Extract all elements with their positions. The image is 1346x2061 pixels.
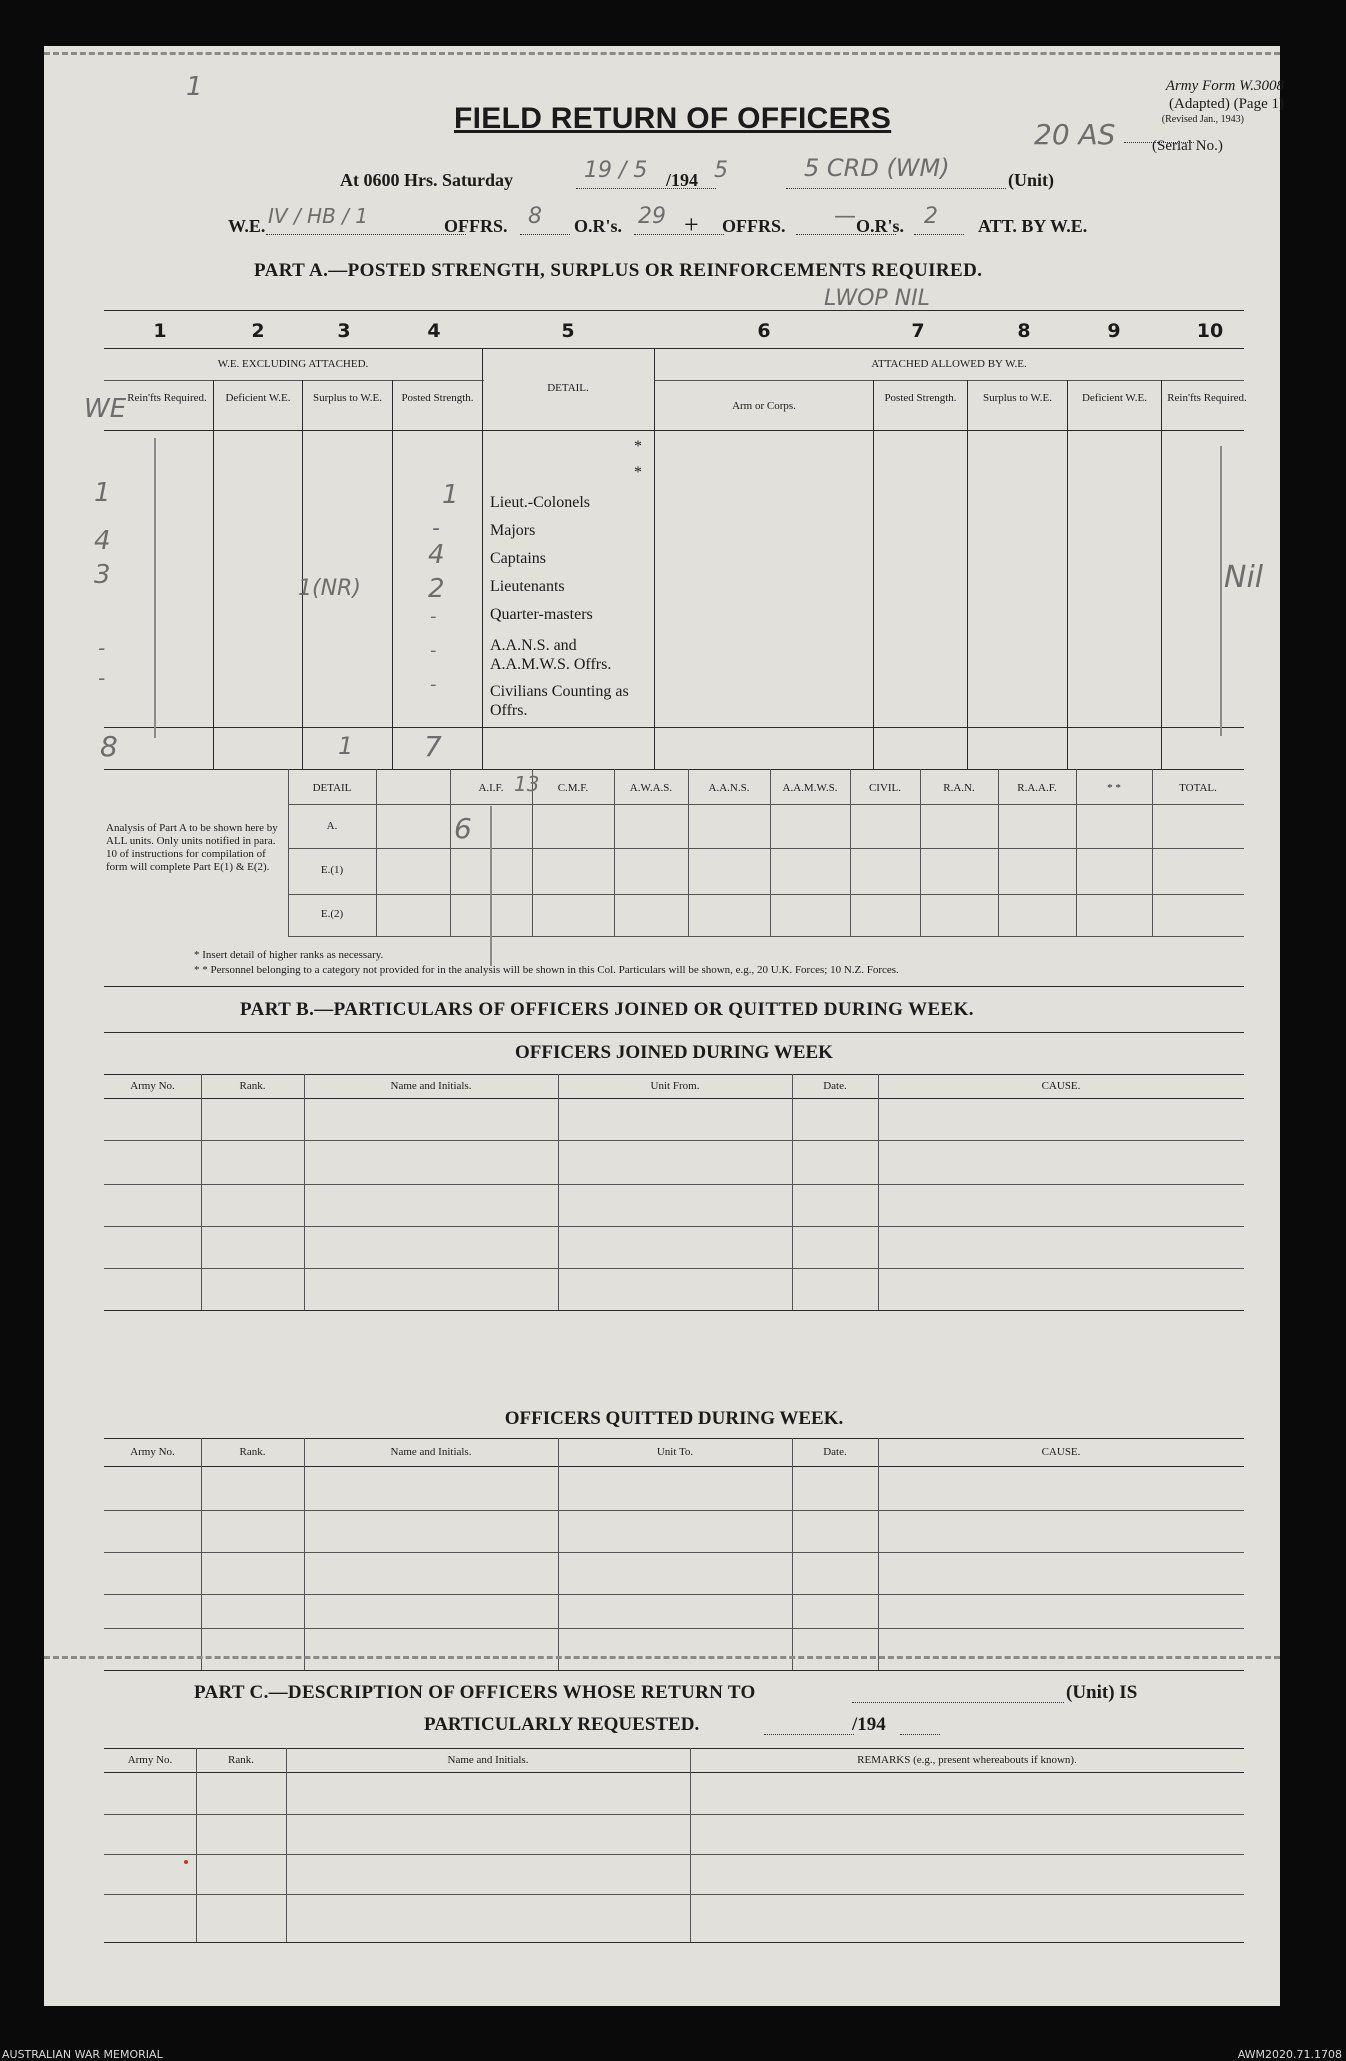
att-label: ATT. BY W.E. (978, 216, 1088, 236)
rule (104, 1594, 1244, 1595)
rule (558, 1438, 559, 1670)
rule (104, 1226, 1244, 1227)
col10-hand: Nil (1224, 560, 1264, 595)
rule (104, 1552, 1244, 1553)
joined-header: Name and Initials. (390, 1080, 472, 1092)
lwop-hand: LWOP NIL (824, 286, 930, 311)
a-hand: 6 (454, 812, 472, 845)
col-number: 5 (561, 320, 575, 342)
rule (104, 1098, 1244, 1099)
analysis-row-label: A. (326, 820, 338, 832)
rule (286, 1748, 287, 1942)
offrs-hand: 8 (528, 204, 542, 229)
unit-hand: 5 CRD (WM) (804, 154, 950, 182)
rule (873, 380, 874, 769)
total-col1: 8 (100, 730, 118, 763)
col-header: Deficient W.E. (225, 392, 291, 404)
analysis-header: * * (1107, 782, 1121, 794)
rule (104, 1510, 1244, 1511)
col-number: 1 (153, 320, 167, 342)
rule (558, 1074, 559, 1310)
we-hand: IV / HB / 1 (268, 204, 368, 228)
ors2-hand: 2 (924, 204, 938, 229)
red-mark (184, 1860, 188, 1864)
part-c-unit-label: (Unit) IS (1066, 1682, 1138, 1703)
rule (104, 1140, 1244, 1141)
rule (104, 1310, 1244, 1311)
ors2-dots (914, 234, 964, 235)
analysis-header: CIVIL. (868, 782, 902, 794)
analysis-header: A.A.M.W.S. (782, 782, 838, 794)
rule (376, 769, 377, 936)
col-number: 9 (1107, 320, 1121, 342)
rule (104, 348, 1244, 349)
rule (104, 1894, 1244, 1895)
rule (104, 1942, 1244, 1943)
col-number: 8 (1017, 320, 1031, 342)
rule (104, 430, 1244, 431)
unit-label: (Unit) (1008, 170, 1054, 190)
col-header: Surplus to W.E. (312, 392, 383, 404)
rule (288, 936, 1244, 937)
rule (482, 348, 483, 769)
part-c-header: Army No. (127, 1754, 173, 1766)
footer-right: AWM2020.71.1708 (1237, 2048, 1342, 2061)
perforation-middle (44, 1656, 1280, 1659)
rule (104, 380, 484, 381)
footnote-1: * Insert detail of higher ranks as necessary. (194, 949, 384, 961)
quitted-header: Rank. (239, 1446, 266, 1458)
analysis-header: R.A.A.F. (1017, 782, 1057, 794)
corner-mark: 1 (186, 72, 203, 102)
total-col3: 1 (338, 732, 354, 760)
date-hand: 19 / 5 (584, 158, 648, 183)
ors-hand: 29 (638, 204, 666, 229)
rule (104, 310, 1244, 311)
serial-label: (Serial No.) (1152, 138, 1223, 154)
part-b-title: PART B.—PARTICULARS OF OFFICERS JOINED OR QUITTED DURING WEEK. (240, 999, 974, 1020)
rank-label: Majors (490, 522, 536, 539)
rule (288, 848, 1244, 849)
rule (654, 380, 1244, 381)
offrs2-label: OFFRS. (722, 216, 786, 236)
joined-header: Rank. (239, 1080, 266, 1092)
rank-label: Lieutenants (490, 578, 565, 595)
at-label: At 0600 Hrs. Saturday (340, 170, 514, 190)
rule (1067, 380, 1068, 769)
serial-hand: 20 AS (1034, 118, 1116, 151)
unit-dots (786, 188, 1006, 189)
we-margin-hand: WE (84, 394, 127, 424)
part-c-title: PART C.—DESCRIPTION OF OFFICERS WHOSE RETURN TO (194, 1682, 756, 1703)
part-c-year-dots (900, 1734, 940, 1735)
ors-dots (634, 234, 724, 235)
aif-pencil-stroke (490, 806, 492, 966)
footer-left: AUSTRALIAN WAR MEMORIAL (2, 2048, 163, 2061)
part-c-unit-dots (852, 1702, 1064, 1703)
analysis-header: R.A.N. (943, 782, 975, 794)
col4-hand: 4 (428, 540, 445, 570)
col-header: Surplus to W.E. (982, 392, 1053, 404)
col-number: 2 (251, 320, 265, 342)
col-number: 10 (1196, 320, 1224, 342)
rule (690, 1748, 691, 1942)
col-header: Rein'fts Required. (1167, 392, 1247, 404)
analysis-header: C.M.F. (557, 782, 589, 794)
col10-pencil-stroke (1220, 446, 1222, 736)
form-revised: (Revised Jan., 1943) (1161, 114, 1244, 125)
part-c-year: /194 (852, 1714, 886, 1735)
rule (104, 1184, 1244, 1185)
we-label: W.E. (228, 216, 266, 236)
offrs-dots (520, 234, 570, 235)
rule (104, 986, 1244, 987)
group-header-detail: DETAIL. (547, 382, 589, 394)
joined-header: Army No. (130, 1080, 175, 1092)
col-number: 6 (757, 320, 771, 342)
rank-star: * (634, 464, 642, 481)
rule (104, 1628, 1244, 1629)
rule (792, 1438, 793, 1670)
col4-hand: - (432, 516, 440, 541)
rule (104, 1748, 1244, 1749)
quitted-header: Date. (823, 1446, 847, 1458)
quitted-title: OFFICERS QUITTED DURING WEEK. (504, 1408, 844, 1429)
rule (213, 380, 214, 769)
analysis-header: A.I.F. (478, 782, 504, 794)
part-c-requested: PARTICULARLY REQUESTED. (424, 1714, 700, 1735)
rule (104, 769, 1244, 770)
rule (878, 1438, 879, 1670)
joined-header: CAUSE. (1041, 1080, 1081, 1092)
col4-hand: 1 (442, 480, 459, 510)
rule (104, 1670, 1244, 1671)
col1-hand: 1 (94, 478, 111, 508)
form-title: FIELD RETURN OF OFFICERS (454, 102, 892, 135)
form-adapted: (Adapted) (Page 1) (1169, 96, 1284, 112)
offrs2-hand: — (834, 204, 856, 229)
rule (104, 1772, 1244, 1773)
col3-hand: 1(NR) (298, 576, 361, 601)
analysis-note: Analysis of Part A to be shown here by ALL units. Only units notified in para. 10 of instructions for compilation of form will complete Part E(1) & E(2). (106, 822, 278, 873)
col-number: 4 (427, 320, 441, 342)
rank-label: A.A.N.S. and A.A.M.W.S. Offrs. (490, 637, 612, 673)
form-sheet (44, 46, 1284, 2006)
rank-label: Civilians Counting as Offrs. (490, 683, 629, 719)
analysis-header: TOTAL. (1179, 782, 1217, 794)
col4-hand: - (430, 606, 437, 627)
quitted-header: Army No. (130, 1446, 175, 1458)
footnote-2: * * Personnel belonging to a category not provided for in the analysis will be shown in this Col. Particulars will be shown, e.g., 20 U.K. Forces; 10 N.Z. Forces. (194, 964, 899, 976)
part-c-header: REMARKS (e.g., present whereabouts if known). (857, 1754, 1077, 1766)
col-number: 3 (337, 320, 351, 342)
col-header: Deficient W.E. (1081, 392, 1148, 404)
form-number: Army Form W.3008 (1165, 78, 1284, 94)
total-col4: 7 (424, 730, 442, 763)
col1-hand: - (98, 666, 106, 690)
rule (104, 1074, 1244, 1075)
rule (201, 1438, 202, 1670)
we-dots (266, 234, 466, 235)
col4-hand: - (430, 640, 437, 661)
part-c-date-dots (764, 1734, 854, 1735)
rule (304, 1438, 305, 1670)
year-label: /194 (666, 170, 699, 190)
rule (104, 1438, 1244, 1439)
rule (967, 380, 968, 769)
rule (878, 1074, 879, 1310)
col1-pencil-stroke (154, 438, 156, 738)
col4-hand: 2 (428, 574, 445, 604)
group-header-left: W.E. EXCLUDING ATTACHED. (217, 358, 369, 370)
quitted-header: CAUSE. (1041, 1446, 1081, 1458)
rank-label: Captains (490, 550, 546, 567)
analysis-row-label: E.(2) (320, 908, 344, 920)
col-number: 7 (911, 320, 925, 342)
col1-hand: - (98, 636, 106, 660)
year-hand: 5 (714, 158, 728, 183)
offrs-label: OFFRS. (444, 216, 508, 236)
ors-label: O.R's. (574, 216, 623, 236)
rank-label: Lieut.-Colonels (490, 494, 590, 511)
col-header: Posted Strength. (884, 392, 957, 404)
col1-hand: 3 (94, 560, 111, 590)
group-header-right: ATTACHED ALLOWED BY W.E. (871, 358, 1027, 370)
rule (104, 1032, 1244, 1033)
analysis-header: DETAIL (312, 782, 352, 794)
rule (302, 380, 303, 769)
part-c-header: Name and Initials. (447, 1754, 529, 1766)
rule (104, 1854, 1244, 1855)
joined-title: OFFICERS JOINED DURING WEEK (515, 1042, 833, 1063)
col1-hand: 4 (94, 526, 111, 556)
rule (288, 804, 1244, 805)
plus-sign: + (684, 210, 699, 239)
rule (1161, 380, 1162, 769)
rank-label: Quarter-masters (490, 606, 593, 623)
quitted-header: Name and Initials. (390, 1446, 472, 1458)
aif-hand: 13 (514, 772, 540, 796)
rule (104, 1466, 1244, 1467)
rule (288, 894, 1244, 895)
quitted-header: Unit To. (656, 1446, 694, 1458)
analysis-header: A.A.N.S. (708, 782, 750, 794)
joined-header: Unit From. (650, 1080, 700, 1092)
joined-header: Date. (823, 1080, 847, 1092)
col-header: Arm or Corps. (732, 400, 796, 412)
rule (104, 1814, 1244, 1815)
rule (201, 1074, 202, 1310)
rank-star: * (634, 438, 642, 455)
rule (792, 1074, 793, 1310)
analysis-header: A.W.A.S. (629, 782, 673, 794)
analysis-row-label: E.(1) (320, 864, 344, 876)
rule (304, 1074, 305, 1310)
part-c-header: Rank. (228, 1754, 254, 1766)
rule (196, 1748, 197, 1942)
col-header: Rein'fts Required. (127, 392, 207, 404)
perforation-top (44, 52, 1280, 55)
col4-hand: - (430, 674, 437, 695)
col-header: Posted Strength. (401, 392, 474, 404)
rule (104, 727, 1244, 728)
rule (104, 1268, 1244, 1269)
ors2-label: O.R's. (856, 216, 905, 236)
part-a-title: PART A.—POSTED STRENGTH, SURPLUS OR REINFORCEMENTS REQUIRED. (254, 260, 983, 281)
rule (392, 380, 393, 769)
